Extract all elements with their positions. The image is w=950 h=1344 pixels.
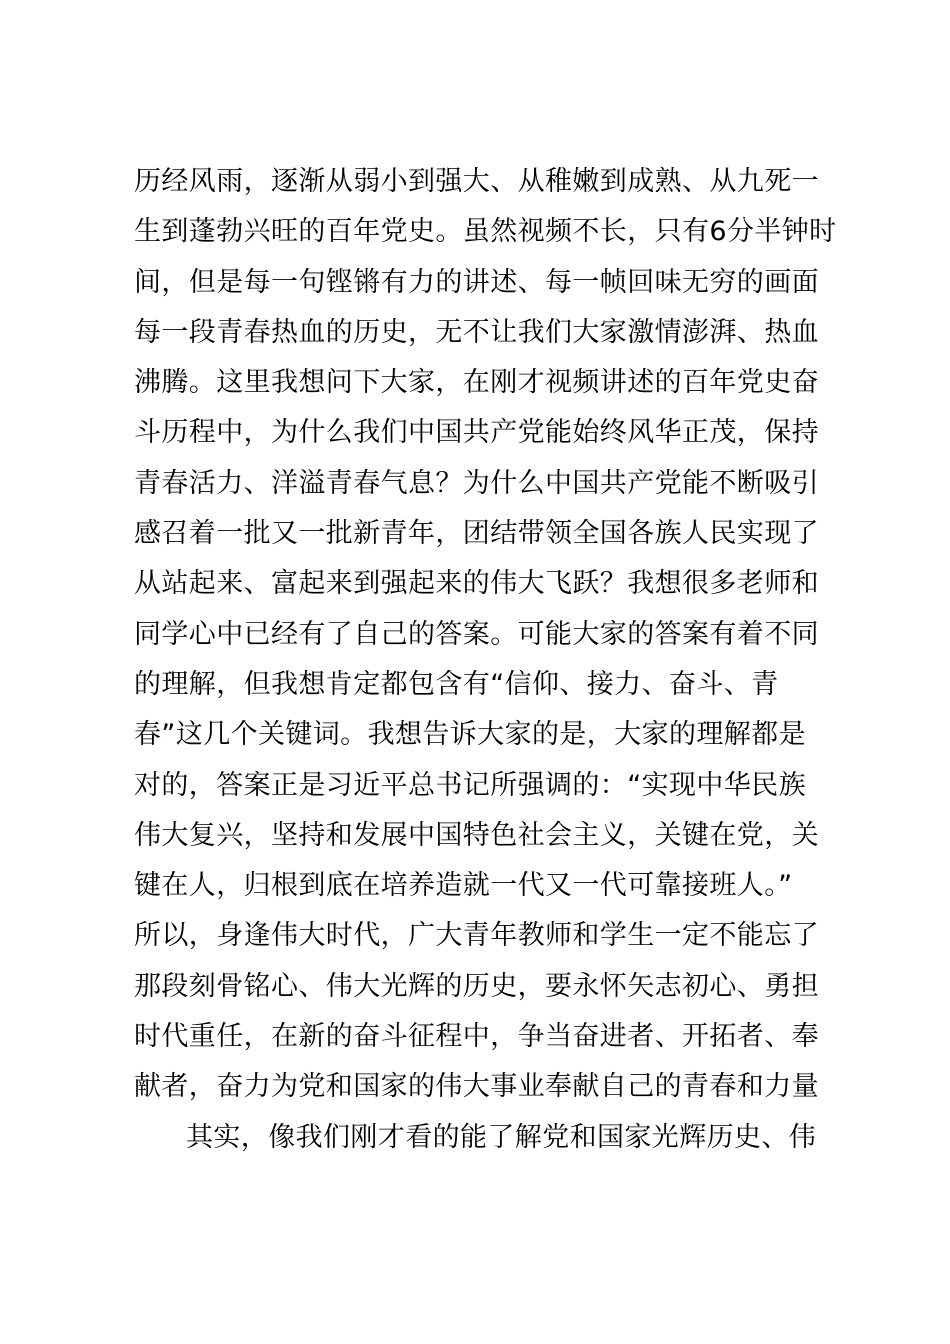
- text-line: 的理解，但我想肯定都包含有“信仰、接力、奋斗、青: [134, 668, 779, 700]
- text-line: 感召着一批又一批新青年，团结带领全国各族人民实现了: [134, 518, 819, 550]
- text-line: 同学心中已经有了自己的答案。可能大家的答案有着不同: [134, 618, 819, 650]
- text-line: 献者，奋力为党和国家的伟大事业奉献自己的青春和力量: [134, 1071, 819, 1103]
- text-line: 斗历程中，为什么我们中国共产党能始终风华正茂，保持: [134, 417, 819, 449]
- text-line: 每一段青春热血的历史，无不让我们大家激情澎湃、热血: [134, 316, 819, 348]
- text-line: 时代重任，在新的奋斗征程中，争当奋进者、开拓者、奉: [134, 1021, 819, 1053]
- text-line: 键在人，归根到底在培养造就一代又一代可靠接班人。”: [134, 870, 793, 902]
- body-text: [134, 157, 854, 1163]
- text-line: 青春活力、洋溢青春气息？为什么中国共产党能不断吸引: [134, 467, 819, 499]
- text-line: 从站起来、富起来到强起来的伟大飞跃？我想很多老师和: [134, 568, 819, 600]
- text-line: 沸腾。这里我想问下大家，在刚才视频讲述的百年党史奋: [134, 367, 819, 399]
- text-line: 历经风雨，逐渐从弱小到强大、从稚嫩到成熟、从九死一: [134, 166, 819, 197]
- text-line: 对的，答案正是习近平总书记所强调的：“实现中华民族: [134, 769, 806, 801]
- paragraph-start-line: 其实，像我们刚才看的能了解党和国家光辉历史、伟: [186, 1121, 817, 1153]
- text-line: 间，但是每一句铿锵有力的讲述、每一帧回味无穷的画面: [134, 266, 819, 298]
- text-line: 生到蓬勃兴旺的百年党史。虽然视频不长，只有6分半钟时: [134, 216, 837, 248]
- text-line: 所以，身逢伟大时代，广大青年教师和学生一定不能忘了: [134, 920, 819, 952]
- text-line: 那段刻骨铭心、伟大光辉的历史，要永怀矢志初心、勇担: [134, 970, 819, 1002]
- text-line: 伟大复兴，坚持和发展中国特色社会主义，关键在党，关: [134, 819, 819, 851]
- text-line: 春”这几个关键词。我想告诉大家的是，大家的理解都是: [134, 719, 806, 751]
